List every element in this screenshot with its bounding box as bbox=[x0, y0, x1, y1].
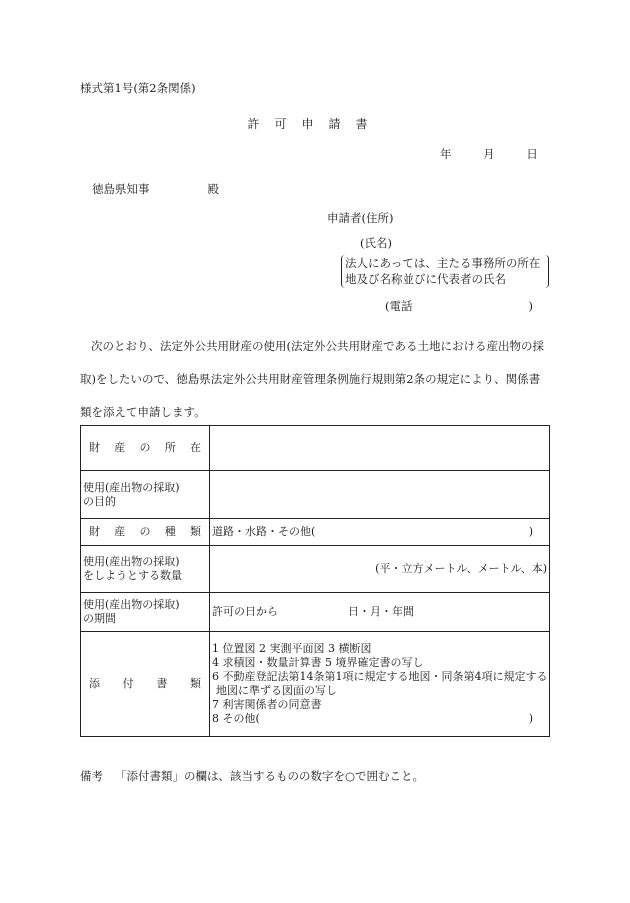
attachment-line bbox=[212, 712, 547, 726]
applicant-name-label: (氏名) bbox=[360, 236, 392, 250]
type-label: 財産の種類 bbox=[81, 519, 210, 546]
attachment-line: 6 不動産登記法第14条第1項に規定する地図・同条第4項に規定する bbox=[212, 670, 548, 683]
type-close: ) bbox=[528, 525, 533, 538]
phone-close: ) bbox=[528, 299, 533, 313]
document-title: 許可申請書 bbox=[247, 117, 383, 131]
attachment-line: 1 位置図 2 実測平面図 3 横断図 bbox=[212, 642, 372, 655]
location-value[interactable] bbox=[210, 426, 550, 471]
applicant-address-label: 申請者(住所) bbox=[327, 211, 394, 225]
addressee bbox=[92, 181, 219, 197]
period-value[interactable] bbox=[210, 593, 550, 632]
type-value[interactable] bbox=[210, 519, 550, 546]
purpose-label-line-2: の目的 bbox=[83, 494, 116, 508]
table-row bbox=[81, 519, 550, 546]
table-row bbox=[81, 471, 550, 519]
quantity-label-line-1: 使用(産出物の採取) bbox=[83, 555, 180, 568]
quantity-label-line-2: をしようとする数量 bbox=[83, 569, 182, 582]
table-row bbox=[81, 593, 550, 632]
attachment-line: 4 求積図・数量計算書 5 境界確定書の写し bbox=[212, 656, 424, 669]
table-row bbox=[81, 546, 550, 593]
date-month: 月 bbox=[483, 147, 495, 161]
purpose-label bbox=[81, 471, 210, 519]
form-number: 様式第1号(第2条関係) bbox=[80, 81, 196, 95]
table-row bbox=[81, 426, 550, 471]
quantity-units: (平・立方メートル、メートル、本) bbox=[375, 562, 547, 575]
note-line bbox=[80, 768, 424, 784]
phone-label: (電話 bbox=[385, 299, 413, 313]
main-paragraph: 次のとおり、法定外公共用財産の使用(法定外公共用財産である土地における産出物の採取)をしたいので、徳島県法定外公共用財産管理条例施行規則第2条の規定により、関係書類を添えて申請します。 bbox=[80, 339, 544, 419]
period-label-line-2: の期間 bbox=[83, 612, 116, 625]
purpose-value[interactable] bbox=[210, 471, 550, 519]
period-units: 日・月・年間 bbox=[348, 605, 414, 618]
type-options: 道路・水路・その他( bbox=[212, 525, 316, 538]
date-day: 日 bbox=[526, 147, 538, 161]
location-label: 財産の所在 bbox=[81, 426, 210, 471]
attachment-other: 8 その他( bbox=[212, 712, 260, 725]
attachment-line: 7 利害関係者の同意書 bbox=[212, 698, 322, 711]
purpose-label-line-1: 使用(産出物の採取) bbox=[83, 480, 180, 494]
date-year: 年 bbox=[440, 147, 452, 161]
attachments-label: 添付書類 bbox=[81, 632, 210, 737]
attachment-line: 地図に準ずる図面の写し bbox=[216, 684, 337, 697]
period-label-line-1: 使用(産出物の採取) bbox=[83, 598, 180, 611]
quantity-label bbox=[81, 546, 210, 593]
table-row bbox=[81, 632, 550, 737]
corporate-note-line-1: 法人にあっては、主たる事務所の所在 bbox=[345, 256, 541, 270]
addressee-suffix: 殿 bbox=[207, 182, 219, 196]
date-line bbox=[440, 146, 566, 162]
application-table bbox=[80, 425, 550, 737]
quantity-value[interactable] bbox=[210, 546, 550, 593]
note-text: 「添付書類」の欄は、該当するものの数字を○で囲むこと。 bbox=[115, 769, 425, 783]
corporate-note-line-2: 地及び名称並びに代表者の氏名 bbox=[345, 272, 506, 286]
phone-line bbox=[385, 298, 533, 314]
attachment-other-close: ) bbox=[528, 712, 533, 725]
period-label bbox=[81, 593, 210, 632]
addressee-name: 徳島県知事 bbox=[92, 182, 150, 196]
corporate-note-bracket bbox=[341, 255, 549, 288]
period-start: 許可の日から bbox=[212, 605, 278, 618]
attachments-value[interactable] bbox=[210, 632, 550, 737]
note-label: 備考 bbox=[80, 769, 103, 783]
